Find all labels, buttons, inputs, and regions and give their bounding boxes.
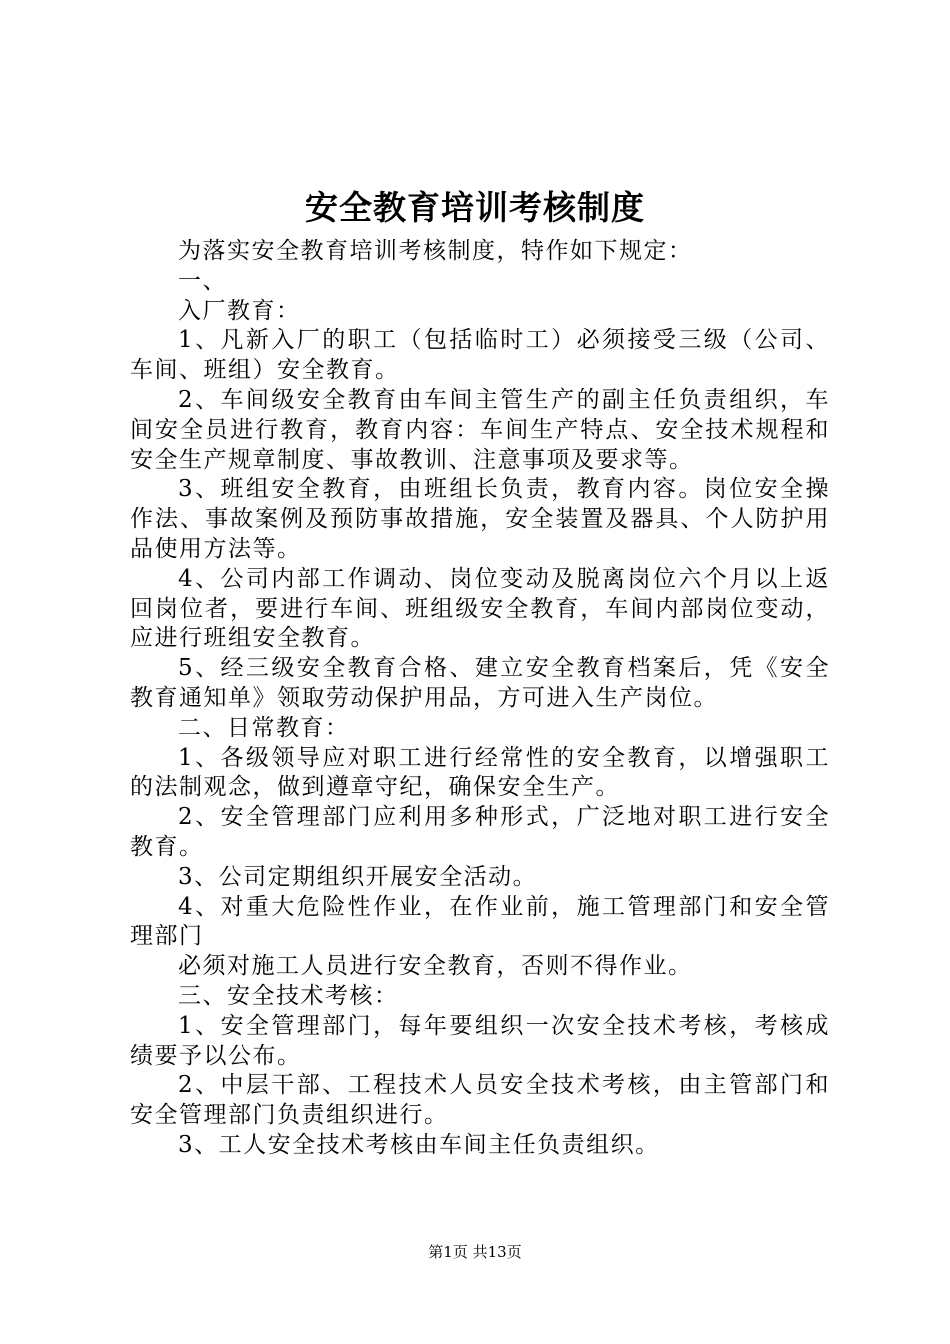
paragraph: 为落实安全教育培训考核制度，特作如下规定： xyxy=(178,238,693,264)
paragraph: 必须对施工人员进行安全教育，否则不得作业。 xyxy=(178,953,693,980)
document-title: 安全教育培训考核制度 xyxy=(305,188,645,227)
paragraph: 1、凡新入厂的职工（包括临时工）必须接受三级（公司、车间、班组）安全教育。 xyxy=(130,327,830,384)
document-body xyxy=(130,237,830,1161)
paragraph: 4、对重大危险性作业，在作业前，施工管理部门和安全管理部门 xyxy=(130,893,830,950)
paragraph: 入厂教育： xyxy=(178,297,301,324)
paragraph: 5、经三级安全教育合格、建立安全教育档案后，凭《安全教育通知单》领取劳动保护用品，方可进入生产岗位。 xyxy=(130,655,830,711)
paragraph: 二、日常教育： xyxy=(178,714,350,741)
paragraph: 一、 xyxy=(178,267,227,294)
paragraph: 3、工人安全技术考核由车间主任负责组织。 xyxy=(178,1131,660,1158)
paragraph: 2、安全管理部门应利用多种形式，广泛地对职工进行安全教育。 xyxy=(130,804,830,860)
paragraph: 1、各级领导应对职工进行经常性的安全教育，以增强职工的法制观念，做到遵章守纪，确保安全生产。 xyxy=(130,744,830,801)
paragraph: 2、车间级安全教育由车间主管生产的副主任负责组织，车间安全员进行教育，教育内容：车间生产特点、安全技术规程和安全生产规章制度、事故教训、注意事项及要求等。 xyxy=(130,386,830,473)
page-number: 第1页 共13页 xyxy=(428,1243,522,1261)
paragraph: 4、公司内部工作调动、岗位变动及脱离岗位六个月以上返回岗位者，要进行车间、班组级安全教育，车间内部岗位变动，应进行班组安全教育。 xyxy=(130,565,830,652)
paragraph: 3、班组安全教育，由班组长负责，教育内容。岗位安全操作法、事故案例及预防事故措施，安全装置及器具、个人防护用品使用方法等。 xyxy=(130,476,830,562)
paragraph: 2、中层干部、工程技术人员安全技术考核，由主管部门和安全管理部门负责组织进行。 xyxy=(130,1072,830,1129)
paragraph: 1、安全管理部门，每年要组织一次安全技术考核，考核成绩要予以公布。 xyxy=(130,1012,830,1069)
paragraph: 三、安全技术考核： xyxy=(178,982,399,1009)
paragraph: 3、公司定期组织开展安全活动。 xyxy=(178,863,538,890)
